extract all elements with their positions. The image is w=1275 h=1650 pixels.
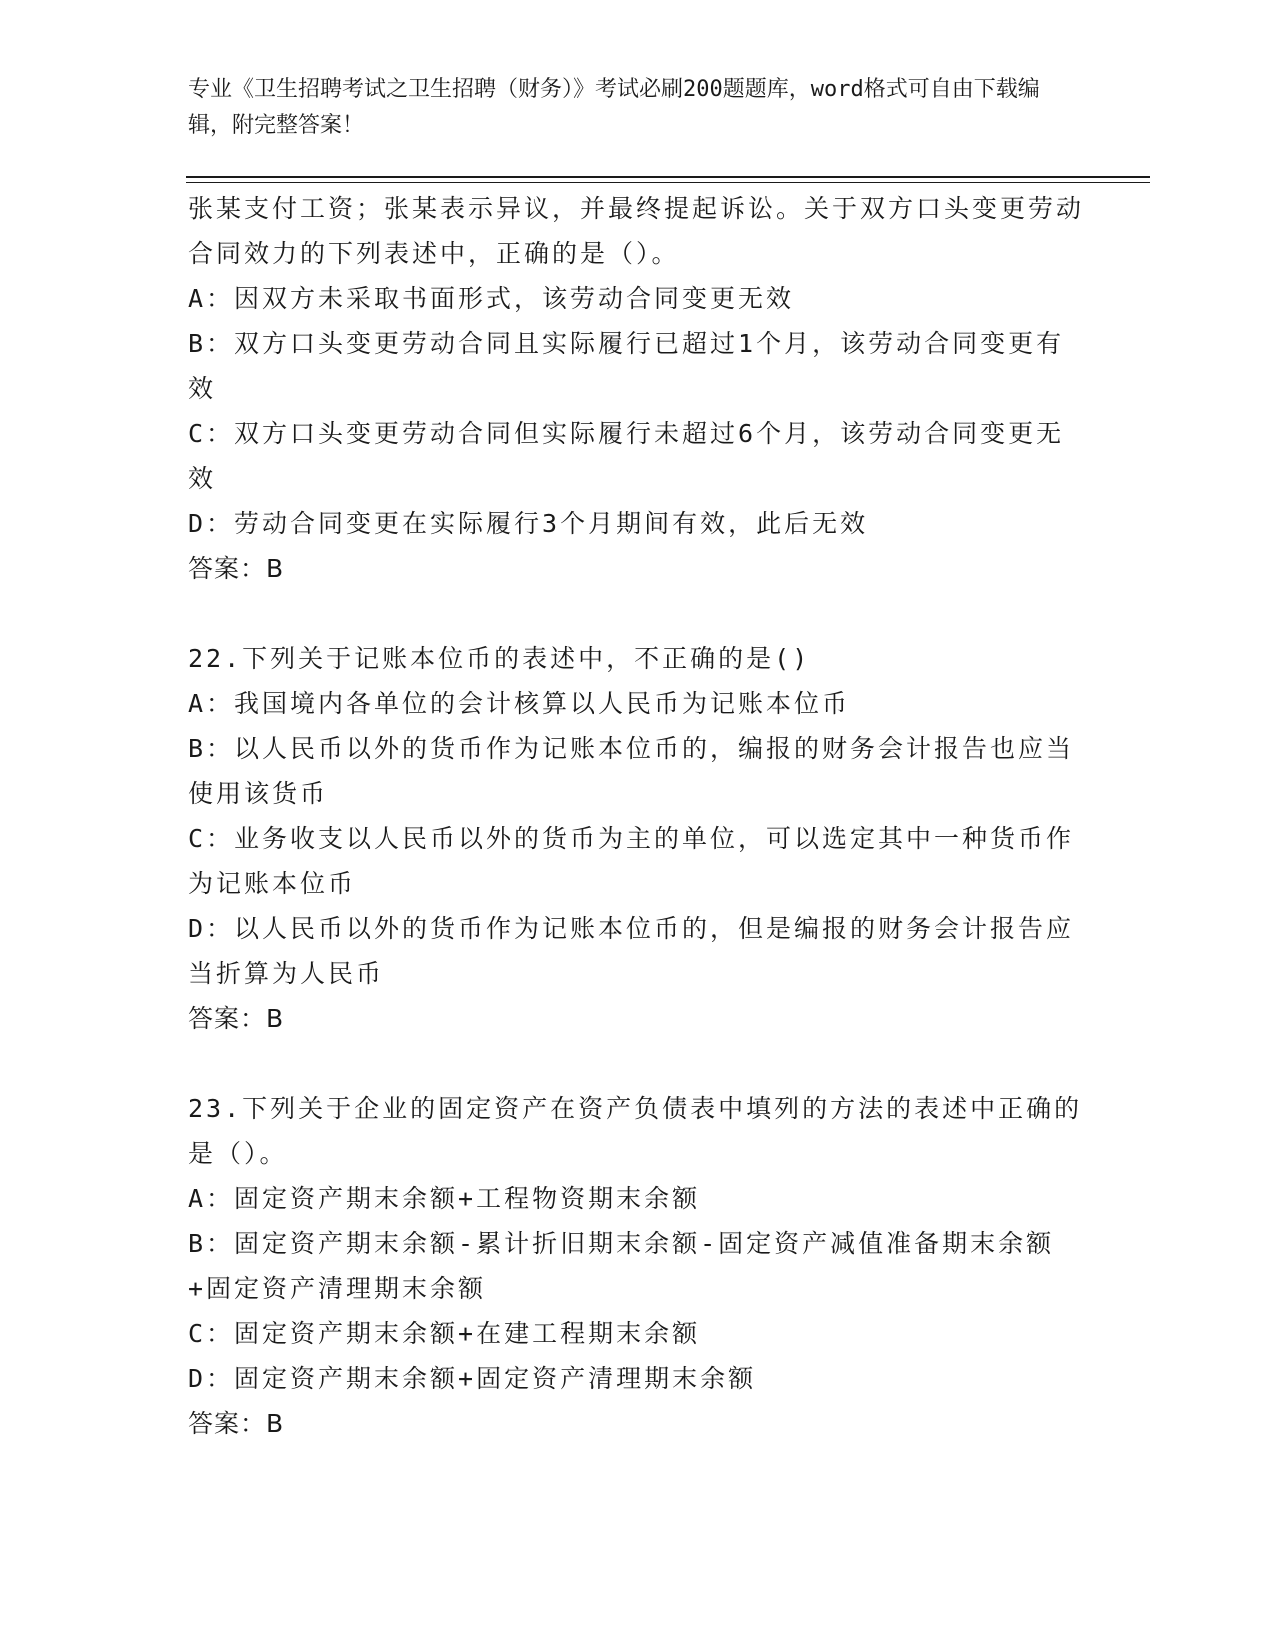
spacer — [188, 591, 1088, 636]
question-23 — [188, 1086, 1088, 1446]
document-header — [188, 72, 1068, 144]
option-c: C：固定资产期末余额+在建工程期末余额 — [188, 1319, 701, 1348]
question-list — [188, 186, 1088, 1446]
option-d: D：固定资产期末余额+固定资产清理期末余额 — [188, 1364, 757, 1393]
header-divider-thick — [186, 176, 1150, 178]
question-21 — [188, 186, 1088, 591]
option-a: A：我国境内各单位的会计核算以人民币为记账本位币 — [188, 689, 851, 718]
answer: 答案：B — [188, 554, 285, 583]
header-title: 专业《卫生招聘考试之卫生招聘（财务）》考试必刷200题题库，word格式可自由下载编辑，附完整答案！ — [188, 77, 1040, 138]
answer: 答案：B — [188, 1409, 285, 1438]
option-c: C：双方口头变更劳动合同但实际履行未超过6个月，该劳动合同变更无效 — [188, 419, 1065, 493]
question-stem: 23.下列关于企业的固定资产在资产负债表中填列的方法的表述中正确的是（）。 — [188, 1094, 1083, 1168]
option-a: A：固定资产期末余额+工程物资期末余额 — [188, 1184, 701, 1213]
question-22 — [188, 636, 1088, 1041]
option-c: C：业务收支以人民币以外的货币为主的单位，可以选定其中一种货币作为记账本位币 — [188, 824, 1075, 898]
option-a: A：因双方未采取书面形式，该劳动合同变更无效 — [188, 284, 795, 313]
question-stem: 22.下列关于记账本位币的表述中，不正确的是() — [188, 644, 811, 673]
option-d: D：劳动合同变更在实际履行3个月期间有效，此后无效 — [188, 509, 869, 538]
option-d: D：以人民币以外的货币作为记账本位币的，但是编报的财务会计报告应当折算为人民币 — [188, 914, 1075, 988]
spacer — [188, 1041, 1088, 1086]
option-b: B：双方口头变更劳动合同且实际履行已超过1个月，该劳动合同变更有效 — [188, 329, 1065, 403]
header-divider-thin — [186, 182, 1150, 183]
answer: 答案：B — [188, 1004, 285, 1033]
question-stem: 张某支付工资；张某表示异议，并最终提起诉讼。关于双方口头变更劳动合同效力的下列表述中，正确的是（）。 — [188, 194, 1085, 268]
option-b: B：固定资产期末余额-累计折旧期末余额-固定资产减值准备期末余额+固定资产清理期末余额 — [188, 1229, 1055, 1303]
option-b: B：以人民币以外的货币作为记账本位币的，编报的财务会计报告也应当使用该货币 — [188, 734, 1075, 808]
